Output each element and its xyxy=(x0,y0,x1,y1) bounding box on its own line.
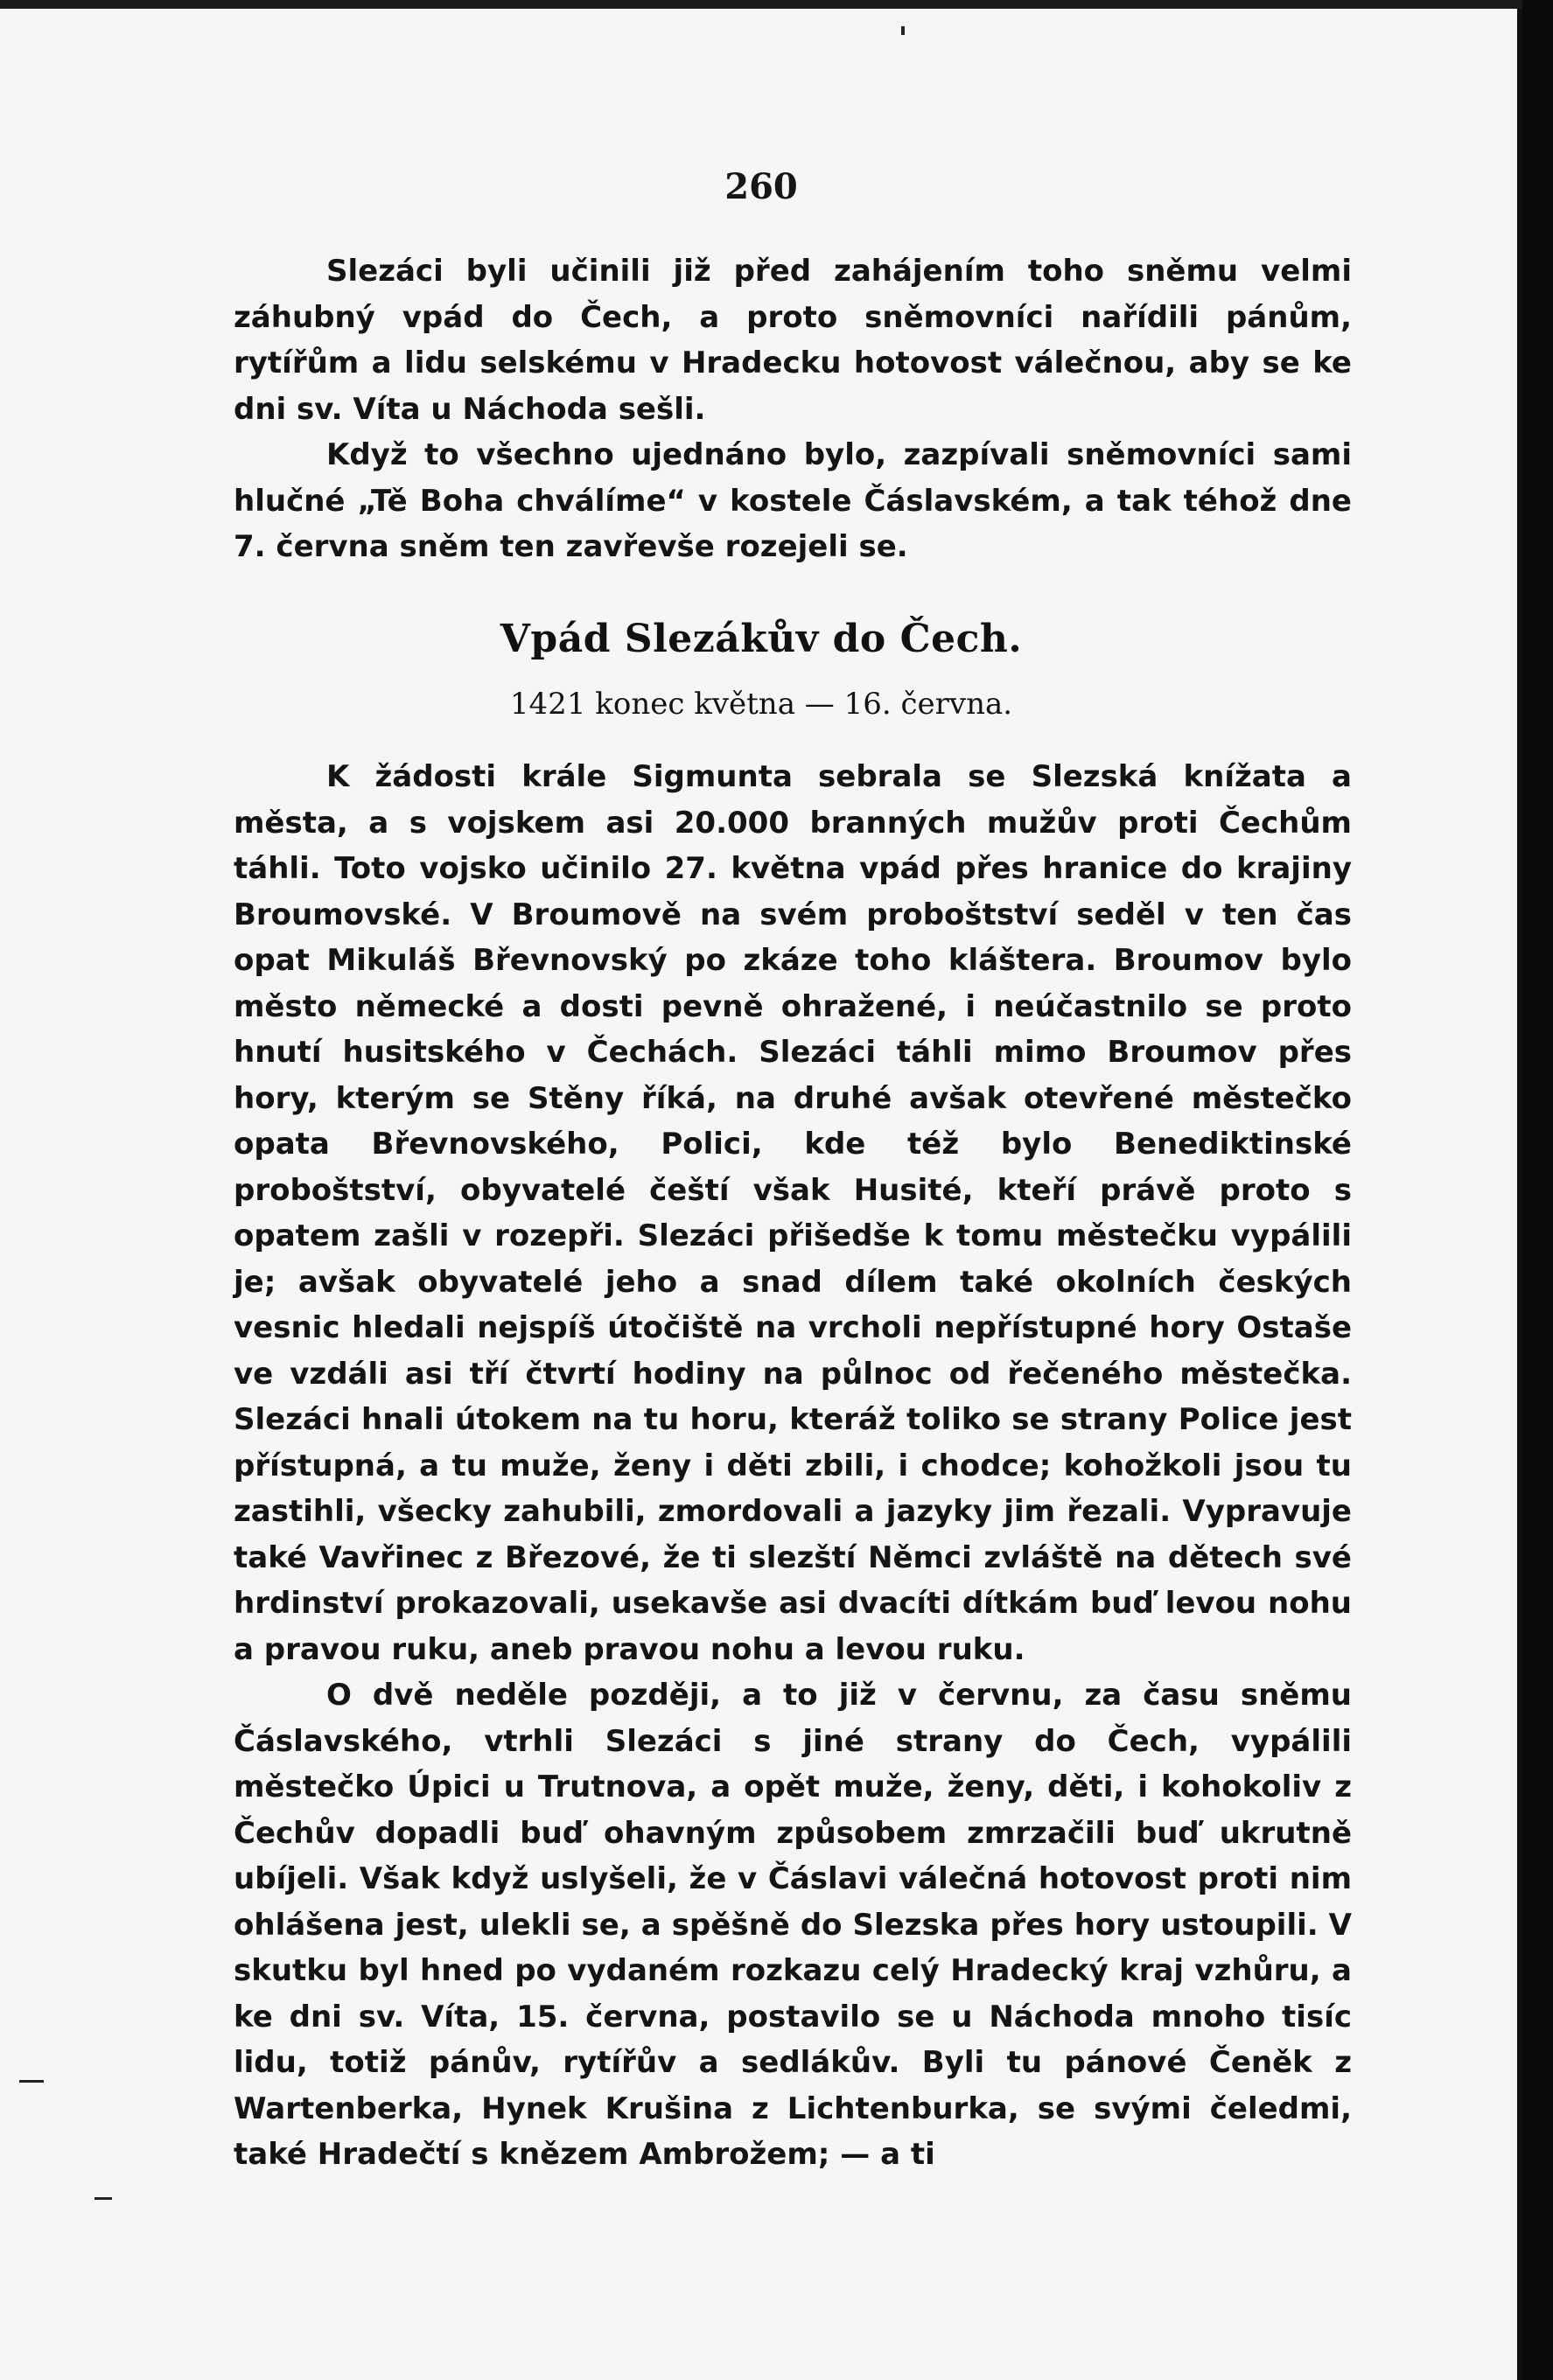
paragraph: O dvě neděle později, a to již v červnu, za času sněmu Čáslavského, vtrhli Slezáci s jiné strany do Čech, vypálili městečko Úpici u Trutnova, a opět muže, ženy, děti, i kohokoliv z Čechův dopadli buď ohavným způsobem zmrzačili buď ukrutně ubíjeli. Však když uslyšeli, že v Čáslavi válečná hotovost proti nim ohlášena jest, ulekli se, a spěšně do Slezska přes hory ustoupili. V skutku byl hned po vydaném rozkazu celý Hradecký kraj vzhůru, a ke dni sv. Víta, 15. června, postavilo se u Náchoda mnoho tisíc lidu, totiž pánův, rytířův a sedlákův. Byli tu pánové Čeněk z Wartenberka, Hynek Krušina z Lichtenburka, se svými čeledmi, také Hradečtí s knězem Ambrožem; — a ti xyxy=(234,1678,1352,2172)
paragraph: Když to všechno ujednáno bylo, zazpívali sněmovníci sami hlučné „Tě Boha chválíme“ v kostele Čáslavském, a tak téhož dne 7. června sněm ten zavřevše rozejeli se. xyxy=(234,437,1352,564)
page-number: 260 xyxy=(724,166,798,207)
margin-speck xyxy=(901,26,905,35)
page-top-edge xyxy=(0,0,1522,9)
margin-speck xyxy=(94,2197,112,2200)
main-text-block xyxy=(234,754,1352,2178)
paragraph: Slezáci byli učinili již před zahájením toho sněmu velmi záhubný vpád do Čech, a proto sněmovníci nařídili pánům, rytířům a lidu selskému v Hradecku hotovost válečnou, aby se ke dni sv. Víta u Náchoda sešli. xyxy=(234,254,1352,427)
margin-speck xyxy=(19,2080,44,2083)
intro-text-block xyxy=(234,248,1352,570)
section-heading: Vpád Slezákův do Čech. xyxy=(500,617,1023,661)
section-date-range: 1421 konec května — 16. června. xyxy=(509,687,1013,722)
paragraph: K žádosti krále Sigmunta sebrala se Slezská knížata a města, a s vojskem asi 20.000 branných mužův proti Čechům táhli. Toto vojsko učinilo 27. května vpád přes hranice do krajiny Broumovské. V Broumově na svém proboštství seděl v ten čas opat Mikuláš Břevnovský po zkáze toho kláštera. Broumov bylo město německé a dosti pevně ohražené, i neúčastnilo se proto hnutí husitského v Čechách. Slezáci táhli mimo Broumov přes hory, kterým se Stěny říká, na druhé avšak otevřené městečko opata Břevnovského, Polici, kde též bylo Benediktinské proboštství, obyvatelé čeští však Husité, kteří právě proto s opatem zašli v rozepři. Slezáci přišedše k tomu městečku vypálili je; avšak obyvatelé jeho a snad dílem také okolních českých vesnic hledali nejspíš útočiště na vrcholi nepřístupné hory Ostaše ve vzdáli asi tří čtvrtí hodiny na půlnoc od řečeného městečka. Slezáci hnali útokem na tu horu, kteráž toliko se strany Police jest přístupná, a tu muže, ženy i děti zbili, i chodce; kohožkoli jsou tu zastihli, všecky zahubili, zmordovali a jazyky jim řezali. Vypravuje také Vavřinec z Březové, že ti slezští Němci zvláště na dětech své hrdinství prokazovali, usekavše asi dvacíti dítkám buď levou nohu a pravou ruku, aneb pravou nohu a levou ruku. xyxy=(234,759,1352,1667)
